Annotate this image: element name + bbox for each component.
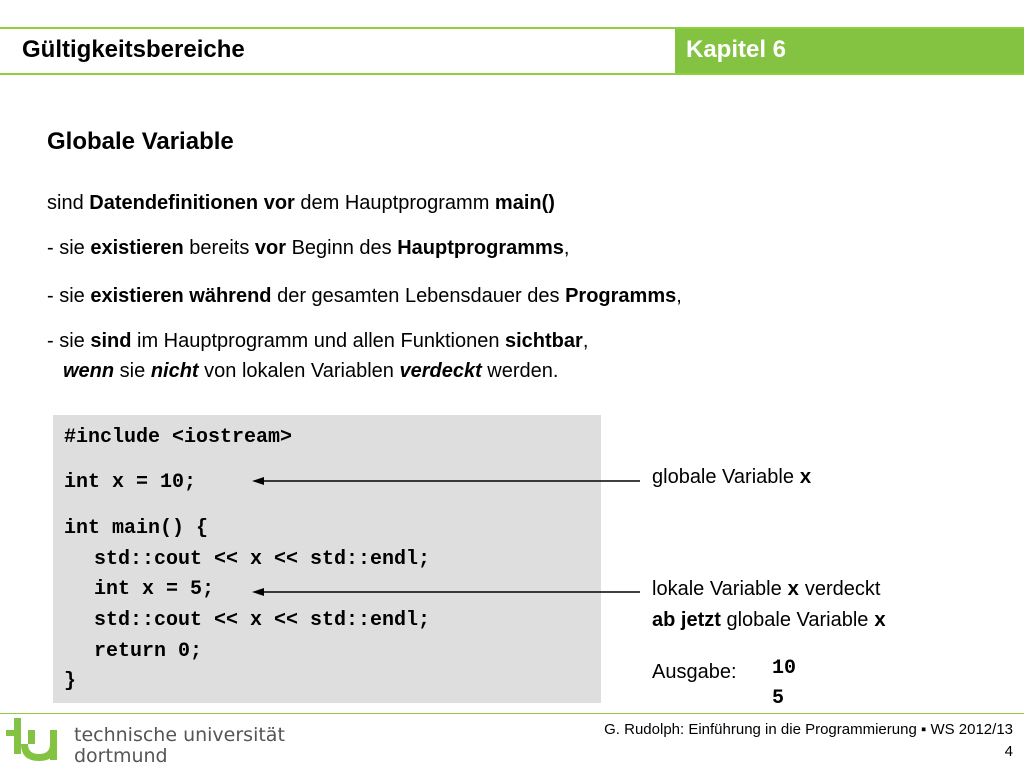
text-span: im Hauptprogramm und allen Funktionen bbox=[131, 330, 505, 352]
code-line: int x = 5; bbox=[94, 578, 215, 601]
tu-logo-icon bbox=[6, 718, 68, 764]
code-line: } bbox=[64, 670, 77, 693]
code-line: std::cout << x << std::endl; bbox=[94, 548, 431, 571]
text-mono: x bbox=[787, 579, 800, 602]
text-span: - sie bbox=[47, 237, 91, 259]
text-bold-italic: wenn bbox=[63, 360, 115, 382]
university-name-line2: dortmund bbox=[74, 745, 168, 767]
text-bold: existieren während bbox=[90, 285, 272, 307]
text-span: lokale Variable bbox=[652, 578, 788, 600]
note-from-now bbox=[652, 609, 886, 633]
text-span: der gesamten Lebensdauer des bbox=[271, 285, 566, 307]
text-span: - sie bbox=[47, 285, 91, 307]
text-span: verdeckt bbox=[799, 578, 881, 600]
code-line: int x = 10; bbox=[64, 471, 197, 494]
text-span: dem Hauptprogramm bbox=[294, 192, 495, 214]
text-span: werden. bbox=[481, 360, 559, 382]
text-mono: x bbox=[799, 467, 812, 490]
code-line: return 0; bbox=[94, 640, 203, 663]
footer-rule bbox=[0, 713, 1024, 714]
note-global bbox=[652, 466, 812, 490]
text-bold-italic: nicht bbox=[150, 360, 199, 382]
text-bold: sind bbox=[90, 330, 132, 352]
text-span: sind bbox=[47, 192, 90, 214]
text-bold: Hauptprogramms bbox=[397, 237, 564, 259]
text-span: , bbox=[582, 330, 589, 352]
output-value: 10 bbox=[772, 657, 797, 680]
arrow-global bbox=[252, 477, 640, 485]
text-bold: Datendefinitionen vor bbox=[89, 192, 295, 214]
chapter-badge: Kapitel 6 bbox=[675, 29, 1024, 73]
text-span: sie bbox=[114, 360, 151, 382]
university-name-line1: technische universität bbox=[74, 724, 285, 746]
text-bold: sichtbar bbox=[505, 330, 583, 352]
text-bold-italic: verdeckt bbox=[399, 360, 482, 382]
output-value: 5 bbox=[772, 687, 785, 710]
slide-title: Gültigkeitsbereiche bbox=[22, 36, 245, 63]
text-bold: existieren bbox=[90, 237, 184, 259]
text-bold: ab jetzt bbox=[652, 609, 721, 631]
output-label: Ausgabe: bbox=[652, 661, 737, 683]
page-number: 4 bbox=[1004, 743, 1013, 760]
text-span: globale Variable bbox=[652, 466, 800, 488]
code-line: std::cout << x << std::endl; bbox=[94, 609, 431, 632]
text-bold: Programms bbox=[565, 285, 677, 307]
text-mono: x bbox=[873, 610, 886, 633]
note-local bbox=[652, 578, 880, 602]
text-bold: main() bbox=[494, 192, 555, 214]
section-title: Globale Variable bbox=[47, 128, 234, 155]
text-span: Beginn des bbox=[286, 237, 398, 259]
text-span: von lokalen Variablen bbox=[198, 360, 400, 382]
text-span: bereits bbox=[183, 237, 255, 259]
text-span: globale Variable bbox=[720, 609, 874, 631]
text-span: , bbox=[676, 285, 682, 307]
text-bold: vor bbox=[254, 237, 287, 259]
text-span: , bbox=[563, 237, 570, 259]
code-line: #include <iostream> bbox=[64, 426, 293, 449]
footer-credit: G. Rudolph: Einführung in die Programmierung ▪ WS 2012/13 bbox=[604, 721, 1013, 738]
code-line: int main() { bbox=[64, 517, 209, 540]
text-span: - sie bbox=[47, 330, 91, 352]
arrow-local bbox=[252, 588, 640, 596]
